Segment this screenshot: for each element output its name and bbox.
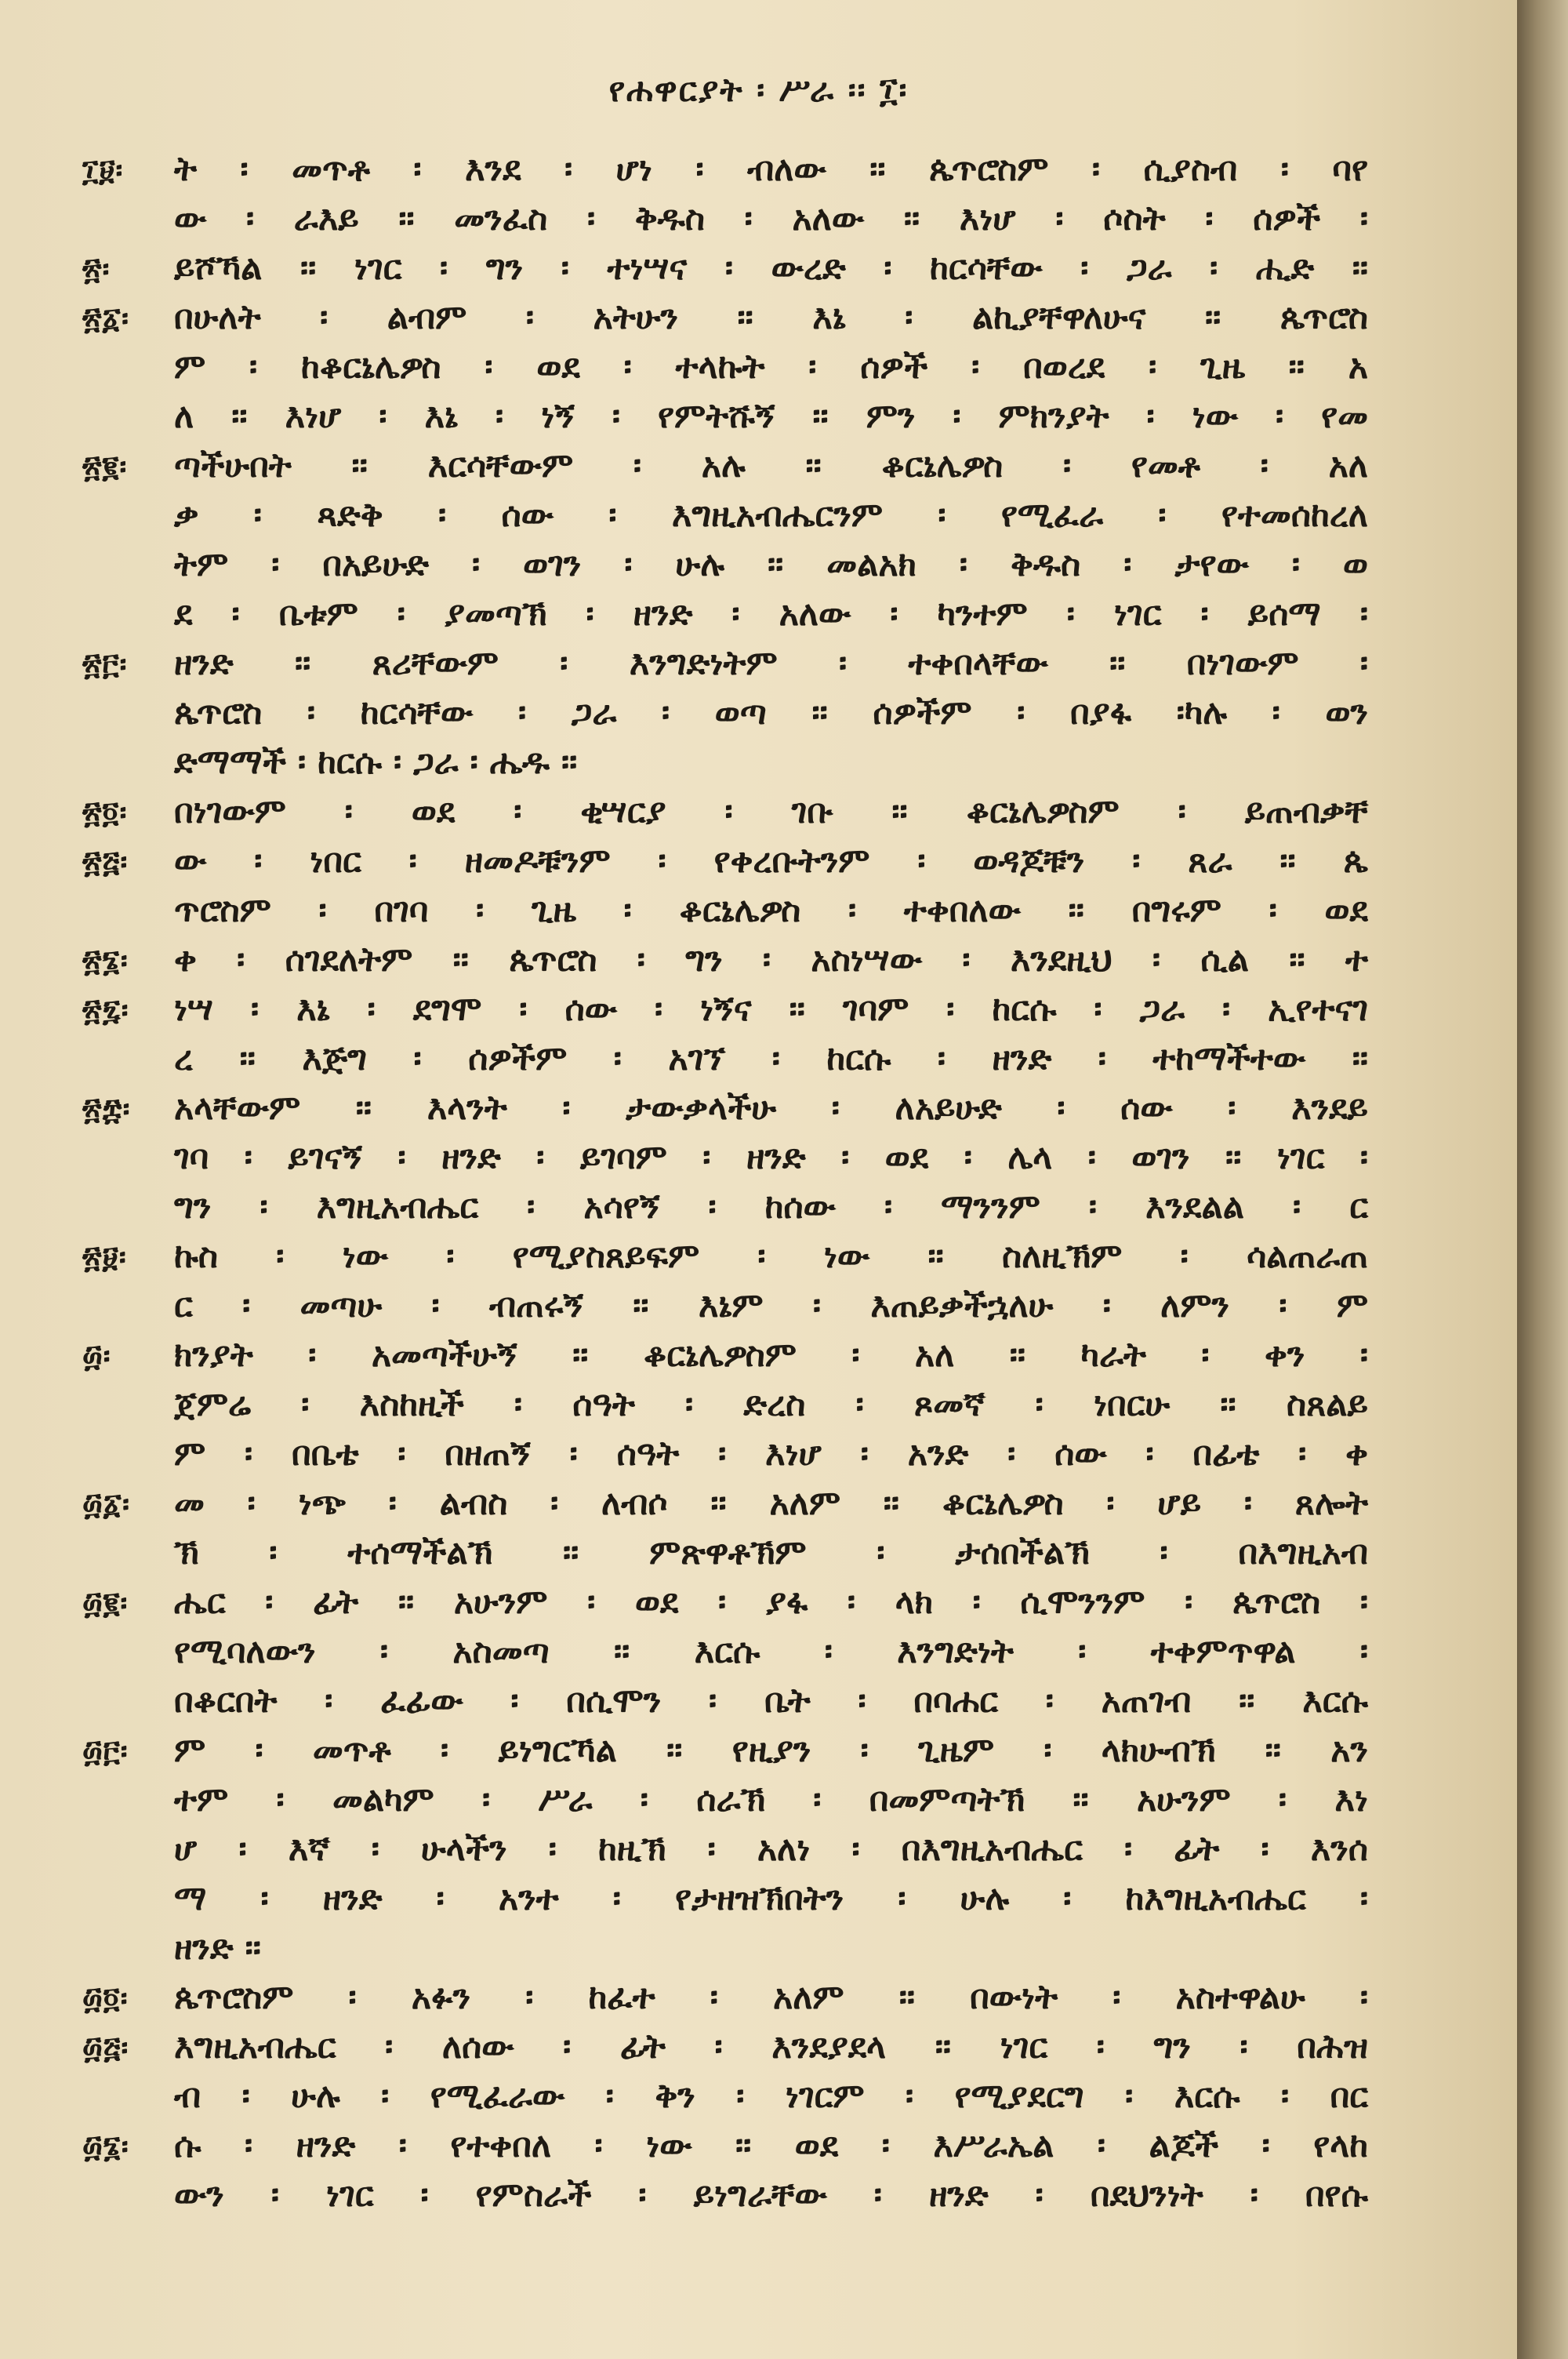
line-text: መ ፡ ነጭ ፡ ልብስ ፡ ለብሶ ፡፡ አለም ፡፡ ቆርኔሌዎስ ፡ ሆይ ፡ ጸሎት [174, 1484, 1368, 1523]
text-line [0, 985, 1517, 1034]
text-line [0, 392, 1517, 442]
verse-number: ፲፱፡ [82, 152, 124, 187]
line-text: ር ፡ መጣሁ ፡ ብጠሩኝ ፡፡ እኔም ፡ እጠይቃችኋለሁ ፡ ለምን ፡ ም [174, 1286, 1368, 1325]
text-line [0, 491, 1517, 540]
line-text: ተም ፡ መልካም ፡ ሥራ ፡ ሰራኽ ፡ በመምጣትኽ ፡፡ አሁንም ፡ እነ [174, 1780, 1368, 1819]
text-line [0, 1578, 1517, 1627]
line-text: ማ ፡ ዘንድ ፡ አንተ ፡ የታዘዝኽበትን ፡ ሁሉ ፡ ከእግዚአብሔር ፡ [174, 1879, 1368, 1918]
verse-number: ፴፡ [82, 1338, 111, 1373]
text-line [0, 2023, 1517, 2072]
line-text: ቀ ፡ ሰገደለትም ፡፡ ጴጥሮስ ፡ ግን ፡ አስነሣው ፡ እንደዚህ ፡ ሲል ፡፡ ተ [174, 940, 1368, 980]
line-text: ም ፡ ከቆርኔሌዎስ ፡ ወደ ፡ ተላኩት ፡ ሰዎች ፡ በወረደ ፡ ጊዜ ፡፡ አ [174, 347, 1368, 387]
line-text: ው ፡ ራእይ ፡፡ መንፈስ ፡ ቅዱስ ፡ አለው ፡፡ እነሆ ፡ ሶስት ፡ ሰዎች ፡ [174, 199, 1368, 238]
line-text: ግን ፡ እግዚአብሔር ፡ አሳየኝ ፡ ከሰው ፡ ማንንም ፡ እንደልል ፡ ር [174, 1187, 1368, 1227]
line-text: ብ ፡ ሁሉ ፡ የሚፈራው ፡ ቅን ፡ ነገርም ፡ የሚያደርግ ፡ እርሱ ፡ በር [174, 2077, 1368, 2116]
text-line [0, 442, 1517, 491]
text-line [0, 2171, 1517, 2220]
line-text: ጀምሬ ፡ እስከዚች ፡ ሰዓት ፡ ድረስ ፡ ጾመኛ ፡ ነበርሁ ፡፡ ስጸልይ [174, 1385, 1368, 1424]
line-text: ለ ፡፡ እነሆ ፡ እኔ ፡ ነኝ ፡ የምትሹኝ ፡፡ ምን ፡ ምክንያት ፡ ነው ፡ የመ [174, 397, 1368, 436]
verse-number: ፳፱፡ [82, 1239, 127, 1274]
line-text: ኩስ ፡ ነው ፡ የሚያስጸይፍም ፡ ነው ፡፡ ስለዚኽም ፡ ሳልጠራጠ [174, 1237, 1368, 1276]
text-line [0, 1331, 1517, 1380]
text-line [0, 540, 1517, 590]
line-text: ክንያት ፡ አመጣችሁኝ ፡፡ ቆርኔሌዎስም ፡ አለ ፡፡ ካራት ፡ ቀን ፡ [174, 1336, 1368, 1375]
verse-number: ፳፩፡ [82, 300, 129, 336]
line-text: ዘንድ ፡፡ [174, 1928, 261, 1968]
verse-number: ፴፮፡ [82, 2128, 129, 2164]
text-line [0, 1627, 1517, 1677]
verse-number: ፴፫፡ [82, 1733, 129, 1768]
line-text: በሁለት ፡ ልብም ፡ አትሁን ፡፡ እኔ ፡ ልኪያቸዋለሁና ፡፡ ጴጥሮስ [174, 298, 1368, 337]
verse-number: ፳፰፡ [82, 1091, 131, 1126]
text-line [0, 244, 1517, 293]
line-text: ነሣ ፡ እኔ ፡ ደግሞ ፡ ሰው ፡ ነኝና ፡፡ ገባም ፡ ከርሱ ፡ ጋራ ፡ ኢየተናገ [174, 990, 1368, 1029]
verse-number: ፴፩፡ [82, 1486, 131, 1521]
line-text: ት ፡ መጥቶ ፡ እንደ ፡ ሆነ ፡ ብለው ፡፡ ጴጥሮስም ፡ ሲያስብ ፡ ባየ [174, 150, 1368, 189]
verse-number: ፳፮፡ [82, 943, 129, 978]
line-text: ገባ ፡ ይገናኝ ፡ ዘንድ ፡ ይገባም ፡ ዘንድ ፡ ወደ ፡ ሌላ ፡ ወገን ፡፡ ነገር ፡ [174, 1138, 1368, 1177]
text-line [0, 343, 1517, 392]
line-text: ውን ፡ ነገር ፡ የምስራች ፡ ይነግራቸው ፡ ዘንድ ፡ በደህንነት ፡ በየሱ [174, 2175, 1368, 2215]
text-line [0, 1677, 1517, 1726]
text-line [0, 1528, 1517, 1578]
text-line [0, 293, 1517, 343]
text-line [0, 145, 1517, 194]
text-line [0, 590, 1517, 639]
line-text: ጴጥሮስ ፡ ከርሳቸው ፡ ጋራ ፡ ወጣ ፡፡ ሰዎችም ፡ በያፋ ፡ካሉ ፡ ወን [174, 693, 1368, 732]
line-text: ጴጥሮስም ፡ አፉን ፡ ከፈተ ፡ አለም ፡፡ በውነት ፡ አስተዋልሁ ፡ [174, 1978, 1368, 2017]
verse-number: ፳፫፡ [82, 646, 128, 682]
text-line [0, 1479, 1517, 1528]
line-text: ዘንድ ፡፡ ጸሪቸውም ፡ እንግድነትም ፡ ተቀበላቸው ፡፡ በነገውም ፡ [174, 644, 1368, 683]
line-text: በነገውም ፡ ወደ ፡ ቂሣርያ ፡ ገቡ ፡፡ ቆርኔሌዎስም ፡ ይጠብቃቸ [174, 792, 1368, 831]
text-line [0, 1874, 1517, 1924]
line-text: ጥሮስም ፡ በገባ ፡ ጊዜ ፡ ቆርኔሌዎስ ፡ ተቀበለው ፡፡ በግሩም ፡ ወደ [174, 891, 1368, 930]
line-text: እግዚአብሔር ፡ ለሰው ፡ ፊት ፡ እንደያደላ ፡፡ ነገር ፡ ግን ፡ በሕዝ [174, 2027, 1368, 2066]
text-line [0, 787, 1517, 837]
line-text: አላቸውም ፡፡ እላንት ፡ ታውቃላችሁ ፡ ለአይሁድ ፡ ሰው ፡ እንደይ [174, 1089, 1368, 1128]
text-line [0, 1973, 1517, 2023]
line-text: በቆርበት ፡ ፈፊው ፡ በሲሞን ፡ ቤት ፡ በባሐር ፡ አጠገብ ፡፡ እርሱ [174, 1681, 1368, 1721]
verse-number: ፳፯፡ [82, 992, 129, 1027]
text-line [0, 1776, 1517, 1825]
running-header: የሐዋርያት ፡ ሥራ ፡፡ ፲፡ [608, 71, 909, 109]
text-line [0, 936, 1517, 985]
verse-number: ፳፬፡ [82, 794, 128, 830]
text-line [0, 1084, 1517, 1133]
line-text: ም ፡ በቤቴ ፡ በዘጠኝ ፡ ሰዓት ፡ እነሆ ፡ አንድ ፡ ሰው ፡ በፊቴ ፡ ቀ [174, 1434, 1368, 1474]
text-line [0, 2072, 1517, 2121]
line-text: ደ ፡ ቤቱም ፡ ያመጣኽ ፡ ዘንድ ፡ አለው ፡ ካንተም ፡ ነገር ፡ ይሰማ ፡ [174, 594, 1368, 634]
text-line [0, 1726, 1517, 1776]
text-line [0, 1034, 1517, 1084]
line-text: ይሾኻል ፡፡ ነገር ፡ ግን ፡ ተነሣና ፡ ውረድ ፡ ከርሳቸው ፡ ጋራ ፡ ሒድ ፡፡ [174, 249, 1368, 288]
line-text: ሱ ፡ ዘንድ ፡ የተቀበለ ፡ ነው ፡፡ ወደ ፡ እሥራኤል ፡ ልጆች ፡ የላከ [174, 2126, 1368, 2165]
text-line [0, 1183, 1517, 1232]
text-line [0, 2121, 1517, 2171]
verse-number: ፴፭፡ [82, 2030, 129, 2065]
text-line [0, 639, 1517, 689]
text-line [0, 1133, 1517, 1183]
text-line [0, 1430, 1517, 1479]
text-line [0, 837, 1517, 886]
text-line [0, 194, 1517, 244]
text-line [0, 1825, 1517, 1874]
text-line [0, 689, 1517, 738]
verse-number: ፳፭፡ [82, 844, 129, 879]
line-text: ረ ፡፡ እጅግ ፡ ሰዎችም ፡ አገኘ ፡ ከርሱ ፡ ዘንድ ፡ ተከማችተው ፡፡ [174, 1039, 1368, 1078]
text-line [0, 1380, 1517, 1430]
line-text: ድማማች ፡ ከርሱ ፡ ጋራ ፡ ሔዱ ፡፡ [174, 743, 578, 782]
line-text: የሚባለውን ፡ አስመጣ ፡፡ እርሱ ፡ እንግድነት ፡ ተቀምጥዋል ፡ [174, 1632, 1368, 1671]
line-text: ትም ፡ በአይሁድ ፡ ወገን ፡ ሁሉ ፡፡ መልአክ ፡ ቅዱስ ፡ ታየው ፡ ወ [174, 545, 1368, 584]
line-text: ጣችሁበት ፡፡ እርሳቸውም ፡ አሉ ፡፡ ቆርኔሌዎስ ፡ የመቶ ፡ አለ [174, 446, 1368, 485]
verse-number: ፴፬፡ [82, 1980, 129, 2016]
text-body [0, 145, 1517, 2220]
line-text: ሔር ፡ ፊት ፡፡ አሁንም ፡ ወደ ፡ ያፋ ፡ ላክ ፡ ሲሞንንም ፡ ጴጥሮስ ፡ [174, 1583, 1368, 1622]
line-text: ም ፡ መጥቶ ፡ ይነግርኻል ፡፡ የዚያን ፡ ጊዜም ፡ ላክሁብኽ ፡፡ አን [174, 1731, 1368, 1770]
text-line [0, 886, 1517, 936]
line-text: ው ፡ ነበር ፡ ዘመዶቹንም ፡ የቀረቡትንም ፡ ወዳጆቹን ፡ ጸራ ፡፡ ጴ [174, 841, 1368, 881]
line-text: ሆ ፡ እኛ ፡ ሁላችን ፡ ከዚኽ ፡ አለነ ፡ በእግዚአብሔር ፡ ፊት ፡ እንሰ [174, 1830, 1368, 1869]
text-line [0, 738, 1517, 787]
line-text: ኽ ፡ ተሰማችልኽ ፡፡ ምጽዋቶኽም ፡ ታሰበችልኽ ፡ በእግዚአብ [174, 1533, 1368, 1572]
verse-number: ፳፪፡ [82, 449, 128, 484]
line-text: ቃ ፡ ጻድቅ ፡ ሰው ፡ እግዚአብሔርንም ፡ የሚፈራ ፡ የተመሰከረለ [174, 496, 1368, 535]
text-line [0, 1232, 1517, 1281]
book-gutter [1517, 0, 1568, 2359]
verse-number: ፴፪፡ [82, 1585, 129, 1620]
text-line [0, 1924, 1517, 1973]
verse-number: ፳፡ [82, 251, 111, 286]
text-line [0, 1281, 1517, 1331]
